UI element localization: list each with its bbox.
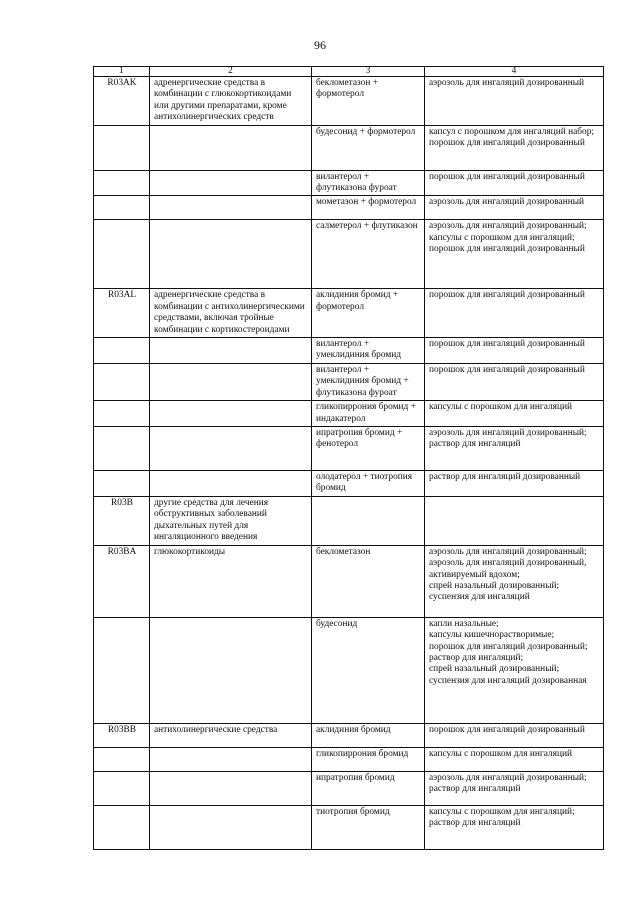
- atc-code-cell: [94, 170, 150, 196]
- dosage-form: капсул с порошком для ингаляций набор;: [429, 126, 595, 137]
- drug-name-cell: салметерол + флутиказон: [312, 220, 425, 289]
- dosage-form: спрей назальный дозированный;: [429, 580, 560, 591]
- dosage-form: раствор для ингаляций: [429, 784, 521, 795]
- drug-name-cell: [312, 496, 425, 545]
- dosage-form: раствор для ингаляций: [429, 439, 521, 450]
- group-name-cell: [150, 363, 312, 400]
- dosage-form: раствор для ингаляций дозированный: [429, 471, 581, 482]
- atc-code-cell: R03AL: [94, 289, 150, 338]
- dosage-forms-cell: [425, 470, 604, 496]
- dosage-form: порошок для ингаляций дозированный;: [429, 641, 588, 652]
- dosage-forms-cell: [425, 289, 604, 338]
- dosage-forms-cell: [425, 196, 604, 220]
- header-row: [94, 67, 604, 77]
- column-header: 1: [94, 67, 150, 77]
- group-name-cell: другие средства для лечения обструктивных заболеваний дыхательных путей для ингаляционного введения: [150, 496, 312, 545]
- table-row: [94, 220, 604, 289]
- atc-code-cell: [94, 771, 150, 805]
- dosage-form: аэрозоль для ингаляций дозированный: [429, 78, 585, 88]
- group-name-cell: адренергические средства в комбинации с антихолинергическими средствами, включая тройные комбинации с кортикостероидами: [150, 289, 312, 338]
- dosage-form: порошок для ингаляций дозированный: [429, 364, 585, 375]
- group-name-cell: [150, 220, 312, 289]
- atc-code-cell: [94, 338, 150, 364]
- dosage-forms-cell: [425, 170, 604, 196]
- group-name-cell: глюкокортикоиды: [150, 545, 312, 617]
- dosage-forms-cell: [425, 220, 604, 289]
- atc-code-cell: R03B: [94, 496, 150, 545]
- atc-code-cell: R03BA: [94, 545, 150, 617]
- dosage-form: аэрозоль для ингаляций дозированный;: [429, 221, 587, 232]
- dosage-form: аэрозоль для ингаляций дозированный;: [429, 427, 587, 438]
- dosage-form: порошок для ингаляций дозированный: [429, 171, 585, 182]
- table-body: [94, 77, 604, 850]
- atc-code-cell: R03AK: [94, 77, 150, 126]
- group-name-cell: [150, 125, 312, 170]
- dosage-form: капсулы кишечнорастворимые;: [429, 630, 555, 641]
- dosage-form: порошок для ингаляций дозированный: [429, 290, 585, 301]
- drug-name-cell: ипратропия бромид + фенотерол: [312, 426, 425, 470]
- dosage-form: аэрозоль для ингаляций дозированный;: [429, 772, 587, 783]
- dosage-form: капсулы с порошком для ингаляций;: [429, 232, 575, 243]
- table-row: [94, 401, 604, 427]
- drug-name-cell: олодатерол + тиотропия бромид: [312, 470, 425, 496]
- dosage-forms-cell: [425, 401, 604, 427]
- atc-code-cell: [94, 805, 150, 849]
- dosage-form: суспензия для ингаляций дозированная: [429, 675, 587, 686]
- group-name-cell: [150, 747, 312, 771]
- dosage-forms-cell: [425, 771, 604, 805]
- dosage-forms-cell: [425, 805, 604, 849]
- group-name-cell: [150, 401, 312, 427]
- dosage-form: аэрозоль для ингаляций дозированный: [429, 197, 585, 208]
- page-number: 96: [314, 38, 326, 52]
- group-name-cell: [150, 771, 312, 805]
- table-row: [94, 289, 604, 338]
- table-row: [94, 496, 604, 545]
- table-row: [94, 545, 604, 617]
- dosage-form: аэрозоль для ингаляций дозированный;: [429, 546, 587, 557]
- drug-name-cell: аклидиния бромид: [312, 723, 425, 747]
- table-row: [94, 723, 604, 747]
- dosage-form: порошок для ингаляций дозированный: [429, 138, 585, 149]
- table-row: [94, 617, 604, 723]
- dosage-forms-cell: [425, 363, 604, 400]
- drug-name-cell: аклидиния бромид + формотерол: [312, 289, 425, 338]
- dosage-form: раствор для ингаляций;: [429, 652, 524, 663]
- drug-name-cell: вилантерол + флутиказона фуроат: [312, 170, 425, 196]
- dosage-form: порошок для ингаляций дозированный: [429, 244, 585, 255]
- table-row: [94, 771, 604, 805]
- atc-code-cell: [94, 125, 150, 170]
- atc-code-cell: R03BB: [94, 723, 150, 747]
- drug-name-cell: вилантерол + умеклидиния бромид + флутиказона фуроат: [312, 363, 425, 400]
- drug-name-cell: ипратропия бромид: [312, 771, 425, 805]
- drug-name-cell: тиотропия бромид: [312, 805, 425, 849]
- table-row: [94, 196, 604, 220]
- atc-code-cell: [94, 426, 150, 470]
- table-row: [94, 805, 604, 849]
- dosage-forms-cell: [425, 545, 604, 617]
- dosage-form: аэрозоль для ингаляций дозированный, активируемый вдохом;: [429, 558, 587, 580]
- dosage-form: порошок для ингаляций дозированный: [429, 724, 585, 735]
- dosage-forms-cell: [425, 426, 604, 470]
- atc-code-cell: [94, 747, 150, 771]
- drug-name-cell: будесонид + формотерол: [312, 125, 425, 170]
- column-header: 2: [150, 67, 312, 77]
- table-row: [94, 470, 604, 496]
- dosage-forms-cell: [425, 496, 604, 545]
- column-header: 4: [425, 67, 604, 77]
- drug-name-cell: гликопиррония бромид + индакатерол: [312, 401, 425, 427]
- dosage-forms-cell: [425, 747, 604, 771]
- table-row: [94, 77, 604, 126]
- drug-name-cell: вилантерол + умеклидиния бромид: [312, 338, 425, 364]
- dosage-form: спрей назальный дозированный;: [429, 664, 560, 675]
- group-name-cell: [150, 426, 312, 470]
- drug-name-cell: гликопиррония бромид: [312, 747, 425, 771]
- atc-code-cell: [94, 470, 150, 496]
- dosage-form: капсулы с порошком для ингаляций: [429, 402, 573, 413]
- table-row: [94, 426, 604, 470]
- group-name-cell: [150, 338, 312, 364]
- table-row: [94, 170, 604, 196]
- dosage-form: капсулы с порошком для ингаляций;: [429, 806, 575, 817]
- group-name-cell: [150, 617, 312, 723]
- atc-code-cell: [94, 617, 150, 723]
- atc-code-cell: [94, 196, 150, 220]
- group-name-cell: антихолинергические средства: [150, 723, 312, 747]
- dosage-form: суспензия для ингаляций: [429, 592, 530, 603]
- group-name-cell: [150, 170, 312, 196]
- dosage-form: капли назальные;: [429, 618, 499, 629]
- dosage-forms-cell: [425, 125, 604, 170]
- table-row: [94, 125, 604, 170]
- dosage-forms-cell: [425, 723, 604, 747]
- table-row: [94, 363, 604, 400]
- drug-name-cell: беклометазон: [312, 545, 425, 617]
- column-header: 3: [312, 67, 425, 77]
- drug-name-cell: мометазон + формотерол: [312, 196, 425, 220]
- dosage-forms-cell: [425, 77, 604, 126]
- table-row: [94, 338, 604, 364]
- atc-code-cell: [94, 220, 150, 289]
- table-row: [94, 747, 604, 771]
- group-name-cell: адренергические средства в комбинации с глюкокортикоидами или другими препаратами, кроме антихолинергических средств: [150, 77, 312, 126]
- group-name-cell: [150, 470, 312, 496]
- dosage-forms-cell: [425, 338, 604, 364]
- dosage-form: раствор для ингаляций: [429, 818, 521, 829]
- drug-table: [93, 66, 604, 850]
- group-name-cell: [150, 805, 312, 849]
- dosage-form: капсулы с порошком для ингаляций: [429, 748, 573, 759]
- atc-code-cell: [94, 401, 150, 427]
- group-name-cell: [150, 196, 312, 220]
- atc-code-cell: [94, 363, 150, 400]
- drug-name-cell: беклометазон + формотерол: [312, 77, 425, 126]
- drug-name-cell: будесонид: [312, 617, 425, 723]
- dosage-forms-cell: [425, 617, 604, 723]
- dosage-form: порошок для ингаляций дозированный: [429, 339, 585, 350]
